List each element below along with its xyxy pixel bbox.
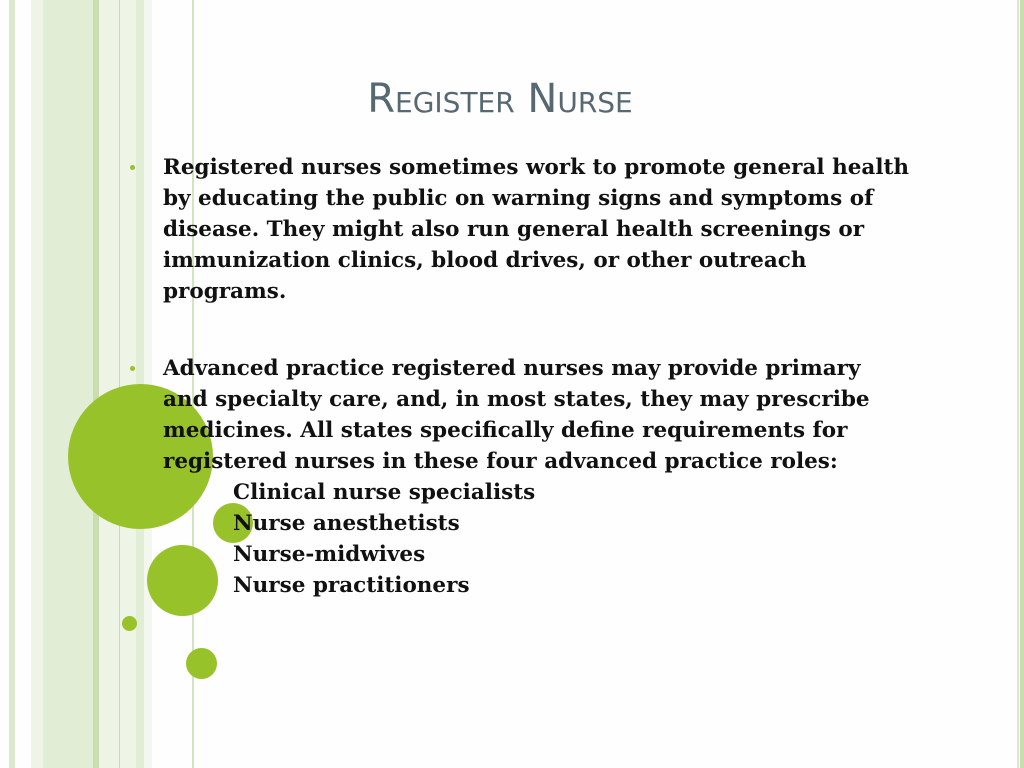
sub-item: Nurse-midwives — [233, 542, 426, 567]
bullet-dot-icon — [130, 366, 135, 371]
decor-circle — [186, 648, 217, 679]
decor-stripe — [1017, 0, 1019, 768]
decor-stripe — [1020, 0, 1024, 768]
slide-body — [130, 152, 910, 647]
decor-stripe — [31, 0, 43, 768]
bullet-item — [130, 353, 910, 601]
bullet-text: Advanced practice registered nurses may provide primary and specialty care, and, in most states, they may prescribe medicines. All states specifically define requirements for registered nurses in these four advanced practice roles: — [163, 356, 870, 474]
bullet-dot-icon — [130, 165, 135, 170]
decor-stripe — [99, 0, 119, 768]
sub-item: Clinical nurse specialists — [233, 480, 536, 505]
sub-item: Nurse practitioners — [233, 573, 470, 598]
bullet-text: Registered nurses sometimes work to promote general health by educating the public on warning signs and symptoms of disease. They might also run general health screenings or immunization clinics, blood drives, or other outreach programs. — [163, 155, 910, 304]
slide-title: Register Nurse — [367, 76, 633, 122]
decor-stripe — [9, 0, 15, 768]
decor-stripe — [43, 0, 93, 768]
bullet-item — [130, 152, 910, 307]
sub-item: Nurse anesthetists — [233, 511, 460, 536]
